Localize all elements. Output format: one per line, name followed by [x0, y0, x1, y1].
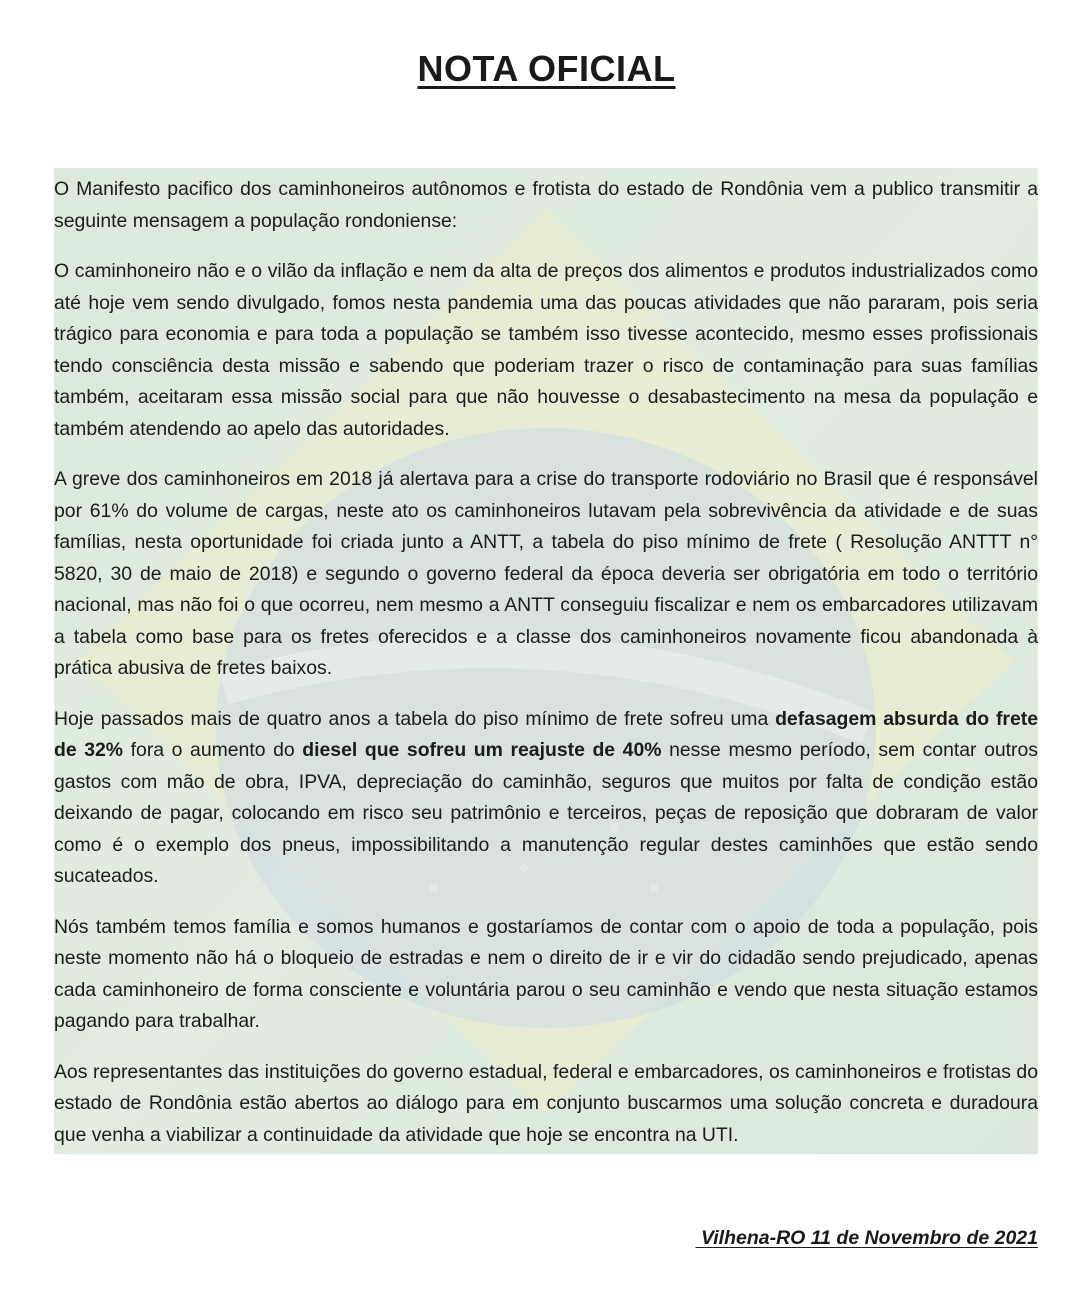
- paragraph-1: O Manifesto pacifico dos caminhoneiros autônomos e frotista do estado de Rondônia vem a publico transmitir a seguinte mensagem a população rondoniense:: [54, 178, 1038, 232]
- body-text: [54, 174, 1038, 1154]
- signature-date-line: Vilhena-RO 11 de Novembro de 2021: [695, 1227, 1038, 1249]
- page-title: NOTA OFICIAL: [417, 48, 676, 89]
- flag-background-panel: [54, 168, 1038, 1154]
- paragraph-3: A greve dos caminhoneiros em 2018 já alertava para a crise do transporte rodoviário no Brasil que é responsável por 61% do volume de cargas, neste ato os caminhoneiros lutavam pela sobrevivência da atividade e de suas famílias, nesta oportunidade foi criada junto a ANTT, a tabela do piso mínimo de frete ( Resolução ANTTT n° 5820, 30 de maio de 2018) e segundo o governo federal da época deveria ser obrigatória em todo o território nacional, mas não foi o que ocorreu, nem mesmo a ANTT conseguiu fiscalizar e nem os embarcadores utilizavam a tabela como base para os fretes oferecidos e a classe dos caminhoneiros novamente ficou abandonada à prática abusiva de fretes baixos.: [54, 468, 1038, 679]
- paragraph-6: Aos representantes das instituições do governo estadual, federal e embarcadores, os caminhoneiros e frotistas do estado de Rondônia estão abertos ao diálogo para em conjunto buscarmos uma solução concreta e duradoura que venha a viabilizar a continuidade da atividade que hoje se encontra na UTI.: [54, 1060, 1038, 1146]
- paragraph-4-part-2: fora o aumento do: [123, 739, 303, 761]
- paragraph-2: O caminhoneiro não e o vilão da inflação e nem da alta de preços dos alimentos e produtos industrializados como até hoje vem sendo divulgado, fomos nesta pandemia uma das poucas atividades que não pararam, pois seria trágico para economia e para toda a população se também isso tivesse acontecido, mesmo esses profissionais tendo consciência desta missão e sabendo que poderiam trazer o risco de contaminação para suas famílias também, aceitaram essa missão social para que não houvesse o desabastecimento na mesa da população e também atendendo ao apelo das autoridades.: [54, 260, 1038, 440]
- paragraph-4: [54, 704, 1038, 893]
- paragraph-4-part-1: Hoje passados mais de quatro anos a tabela do piso mínimo de frete sofreu uma: [54, 707, 776, 730]
- paragraph-5: Nós também temos família e somos humanos e gostaríamos de contar com o apoio de toda a população, pois neste momento não há o bloqueio de estradas e nem o direito de ir e vir do cidadão sendo prejudicado, apenas cada caminhoneiro de forma consciente e voluntária parou o seu caminhão e vendo que nesta situação estamos pagando para trabalhar.: [54, 915, 1038, 1032]
- paragraph-4-bold-2: diesel que sofreu um reajuste de 40%: [302, 739, 662, 761]
- paragraph-4-bold-1: defasagem absurda do frete de 32%: [54, 707, 1038, 761]
- paragraph-4-part-3: nesse mesmo período, sem contar outros gastos com mão de obra, IPVA, depreciação do caminhão, seguros que muitos por falta de condição estão deixando de pagar, colocando em risco seu patrimônio e terceiros, peças de reposição que dobraram de valor como é o exemplo dos pneus, impossibilitando a manutenção regular destes caminhões que estão sendo sucateados.: [54, 739, 1038, 887]
